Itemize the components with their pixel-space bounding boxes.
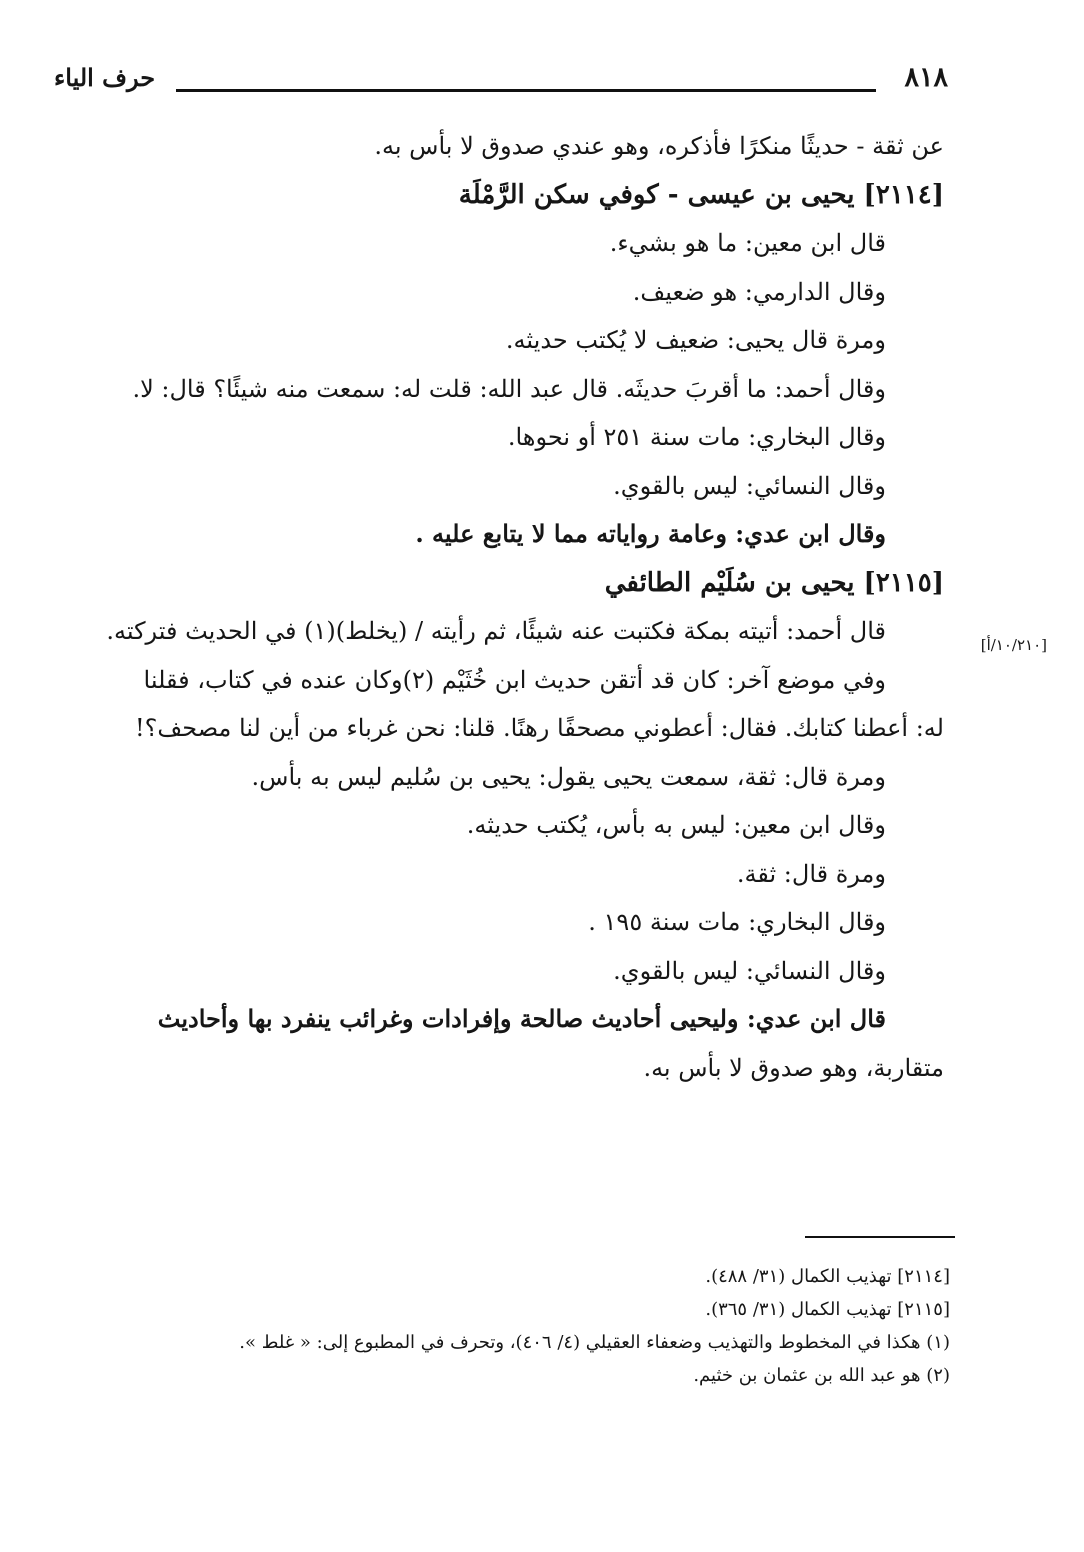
text-line: وفي موضع آخر: كان قد أتقن حديث ابن خُثَيْم (٢)وكان عنده في كتاب، فقلنا bbox=[143, 665, 886, 694]
page-header bbox=[54, 58, 948, 98]
text-line: قال ابن عدي: وليحيى أحاديث صالحة وإفرادات وغرائب ينفرد بها وأحاديث bbox=[157, 1004, 886, 1033]
text-line: ومرة قال: ثقة، سمعت يحيى يقول: يحيى بن سُليم ليس به بأس. bbox=[251, 762, 886, 791]
footnote-item: (٢) هو عبد الله بن عثمان بن خثيم. bbox=[693, 1365, 950, 1386]
text-line: وقال أحمد: ما أقربَ حديثَه. قال عبد الله: قلت له: سمعت منه شيئًا؟ قال: لا. bbox=[132, 374, 886, 403]
entry-heading-2114: [٢١١٤] يحيى بن عيسى - كوفي سكن الرَّمْلَة bbox=[458, 179, 944, 210]
text-line: وقال النسائي: ليس بالقوي. bbox=[613, 471, 886, 500]
text-line: وقال ابن عدي: وعامة رواياته مما لا يتابع عليه . bbox=[415, 519, 886, 548]
footnote-separator bbox=[805, 1236, 955, 1238]
text-line: وقال البخاري: مات سنة ٢٥١ أو نحوها. bbox=[507, 423, 886, 451]
text-line: قال أحمد: أتيته بمكة فكتبت عنه شيئًا، ثم رأيته / (يخلط)(١) في الحديث فتركته. bbox=[106, 617, 886, 645]
footnote-item: [٢١١٤] تهذيب الكمال (٣١/ ٤٨٨). bbox=[705, 1266, 950, 1287]
text-line: متقاربة، وهو صدوق لا بأس به. bbox=[643, 1053, 944, 1082]
text-line: قال ابن معين: ما هو بشيء. bbox=[609, 229, 886, 257]
text-line: له: أعطنا كتابك. فقال: أعطوني مصحفًا رهنًا. قلنا: نحن غرباء من أين لنا مصحف؟! bbox=[134, 714, 944, 742]
text-line: وقال الدارمي: هو ضعيف. bbox=[632, 277, 886, 306]
margin-manuscript-reference: [١٠/٢١٠/أ] bbox=[980, 636, 1047, 654]
text-line: وقال البخاري: مات سنة ١٩٥ . bbox=[588, 908, 886, 936]
header-rule bbox=[176, 89, 876, 92]
text-line: ومرة قال يحيى: ضعيف لا يُكتب حديثه. bbox=[505, 326, 886, 354]
text-line: ومرة قال: ثقة. bbox=[736, 859, 886, 888]
text-line: وقال النسائي: ليس بالقوي. bbox=[613, 956, 886, 985]
entry-heading-2115: [٢١١٥] يحيى بن سُلَيْم الطائفي bbox=[604, 567, 944, 598]
chapter-title: حرف الياء bbox=[54, 63, 156, 92]
footnote-item: (١) هكذا في المخطوط والتهذيب وضعفاء العقيلي (٤/ ٤٠٦)، وتحرف في المطبوع إلى: « غلط ». bbox=[239, 1332, 950, 1353]
main-text bbox=[60, 122, 944, 1092]
footnote-item: [٢١١٥] تهذيب الكمال (٣١/ ٣٦٥). bbox=[705, 1299, 950, 1320]
text-line: عن ثقة - حديثًا منكرًا فأذكره، وهو عندي صدوق لا بأس به. bbox=[374, 132, 944, 160]
page-number: ٨١٨ bbox=[904, 62, 948, 93]
text-line: وقال ابن معين: ليس به بأس، يُكتب حديثه. bbox=[466, 811, 886, 839]
footnotes bbox=[170, 1260, 950, 1392]
